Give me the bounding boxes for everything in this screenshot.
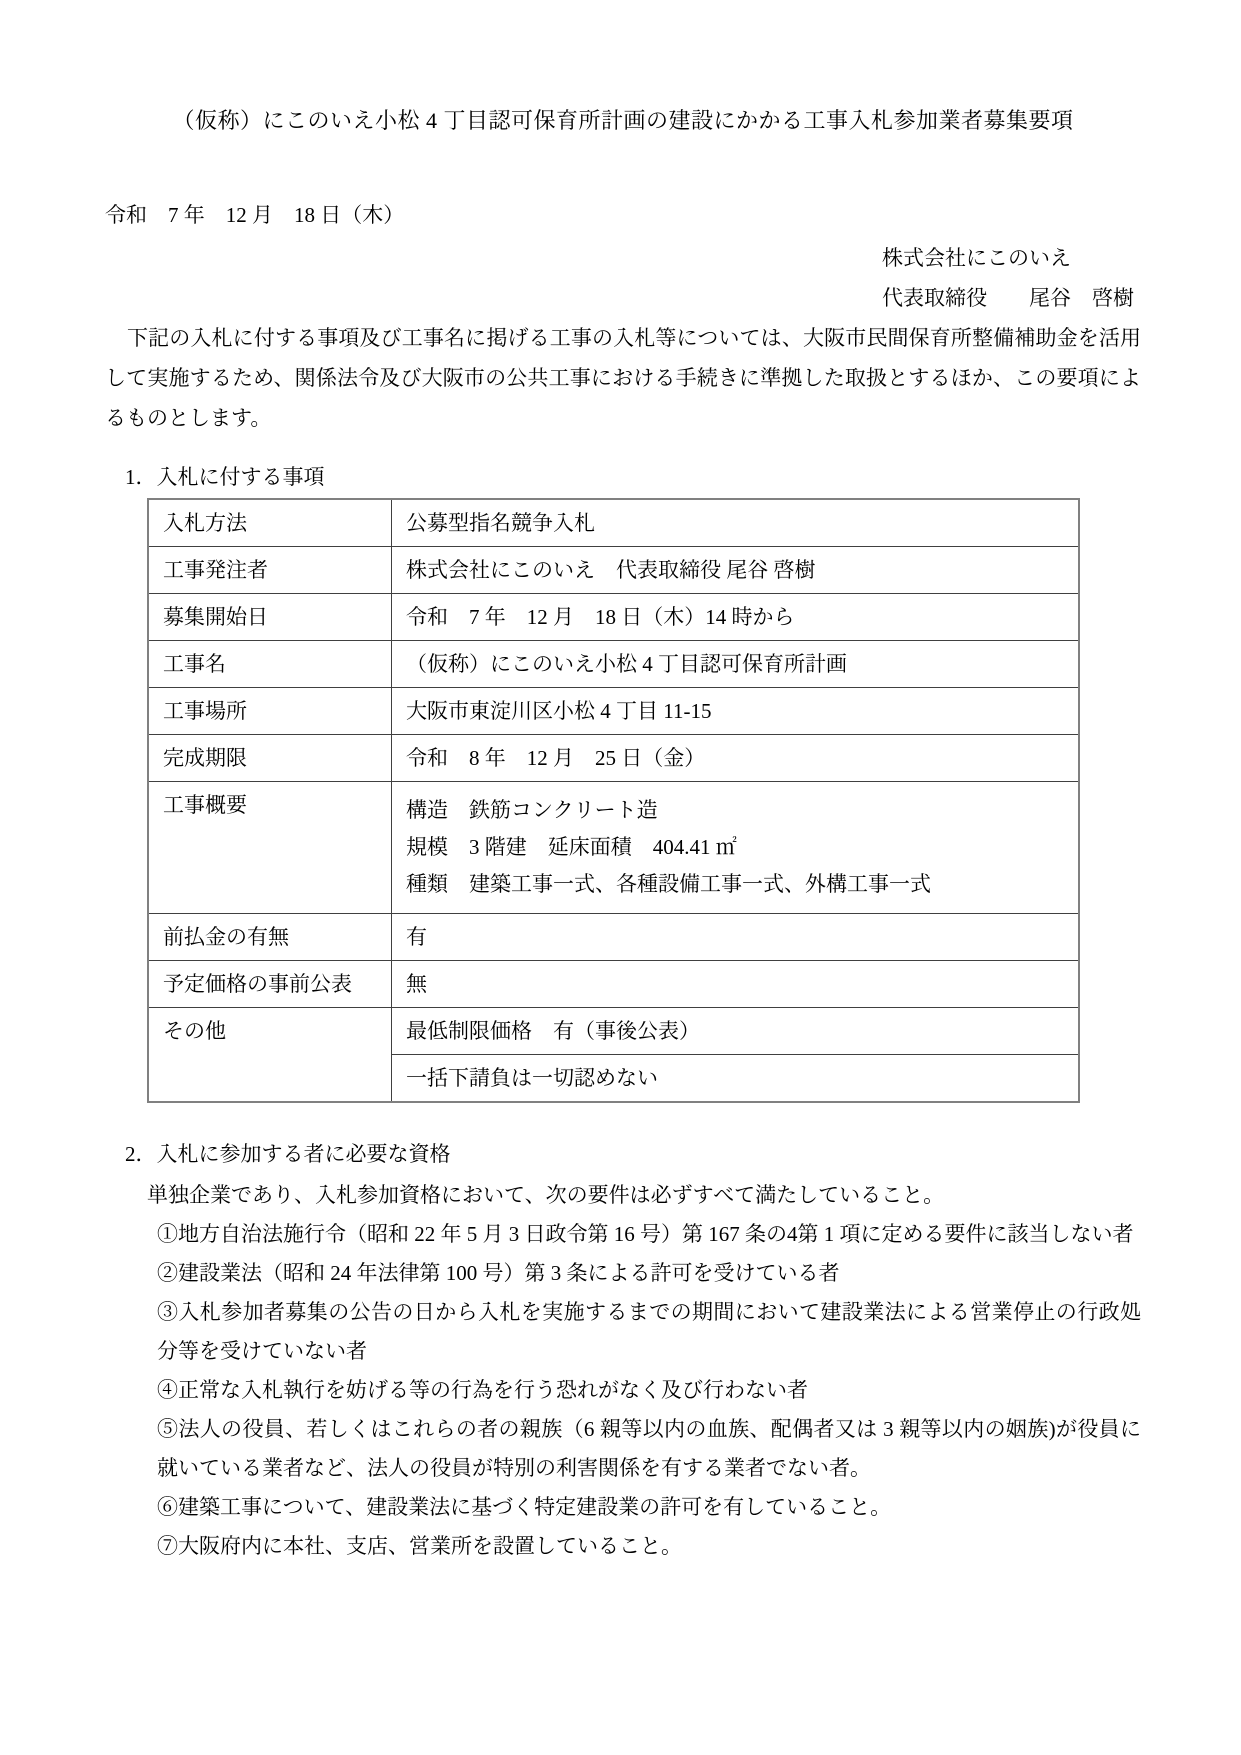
table-row (148, 594, 1079, 641)
row-value-cell: 公募型指名競争入札 (392, 499, 1080, 547)
table-row (148, 688, 1079, 735)
row-label-cell: 予定価格の事前公表 (148, 961, 392, 1008)
row-value-cell: （仮称）にこのいえ小松 4 丁目認可保育所計画 (392, 641, 1080, 688)
issuer-representative: 代表取締役 尾谷 啓樹 (882, 286, 1134, 310)
row-label-cell: 工事概要 (148, 782, 392, 914)
overview-structure: 構造 鉄筋コンクリート造 (406, 798, 658, 822)
table-row (148, 499, 1079, 547)
table-row (148, 641, 1079, 688)
row-value-cell: 有 (392, 914, 1080, 961)
issue-date: 令和 7 年 12 月 18 日（木） (105, 203, 405, 227)
row-value-cell: 大阪市東淀川区小松 4 丁目 11-15 (392, 688, 1080, 735)
bid-conditions-table (147, 498, 1080, 1103)
row-label-cell: その他 (148, 1008, 392, 1103)
row-label-cell: 入札方法 (148, 499, 392, 547)
row-value-cell: 令和 7 年 12 月 18 日（木）14 時から (392, 594, 1080, 641)
row-value-cell: 株式会社にこのいえ 代表取締役 尾谷 啓樹 (392, 547, 1080, 594)
row-value-cell: 令和 8 年 12 月 25 日（金） (392, 735, 1080, 782)
section2-lead: 単独企業であり、入札参加資格において、次の要件は必ずすべて満たしていること。 (147, 1183, 945, 1207)
row-value-cell: 一括下請負は一切認めない (392, 1055, 1080, 1103)
row-label-cell: 工事名 (148, 641, 392, 688)
row-value-cell (392, 782, 1080, 914)
overview-scale: 規模 3 階建 延床面積 404.41 ㎡ (406, 835, 737, 859)
row-label-cell: 募集開始日 (148, 594, 392, 641)
table-row (148, 961, 1079, 1008)
row-label-cell: 前払金の有無 (148, 914, 392, 961)
issuer-block (882, 238, 1141, 318)
row-label-cell: 工事発注者 (148, 547, 392, 594)
requirement-item: ⑤法人の役員、若しくはこれらの者の親族（6 親等以内の血族、配偶者又は 3 親等以内の姻族)が役員に就いている業者など、法人の役員が特別の利害関係を有する業者でない者。 (157, 1417, 1141, 1480)
table-row (148, 735, 1079, 782)
requirement-item: ⑦大阪府内に本社、支店、営業所を設置していること。 (157, 1534, 682, 1558)
requirement-item: ④正常な入札執行を妨げる等の行為を行う恐れがなく及び行わない者 (157, 1378, 808, 1402)
section2-heading: 2．入札に参加する者に必要な資格 (125, 1142, 451, 1166)
section1-heading: 1．入札に付する事項 (125, 465, 325, 489)
page-title: （仮称）にこのいえ小松 4 丁目認可保育所計画の建設にかかる工事入札参加業者募集要項 (172, 108, 1074, 133)
requirement-item: ③入札参加者募集の公告の日から入札を実施するまでの期間において建設業法による営業停止の行政処分等を受けていない者 (157, 1300, 1141, 1363)
row-value-cell: 無 (392, 961, 1080, 1008)
table-row (148, 1008, 1079, 1055)
requirements-list (157, 1215, 1141, 1566)
requirement-item: ⑥建築工事について、建設業法に基づく特定建設業の許可を有していること。 (157, 1495, 892, 1519)
row-label-cell: 工事場所 (148, 688, 392, 735)
row-label-cell: 完成期限 (148, 735, 392, 782)
table-row (148, 782, 1079, 914)
issuer-company: 株式会社にこのいえ (882, 246, 1071, 270)
requirement-item: ②建設業法（昭和 24 年法律第 100 号）第 3 条による許可を受けている者 (157, 1261, 840, 1285)
table-row (148, 547, 1079, 594)
table-row (148, 914, 1079, 961)
intro-paragraph: 下記の入札に付する事項及び工事名に掲げる工事の入札等については、大阪市民間保育所整備補助金を活用して実施するため、関係法令及び大阪市の公共工事における手続きに準拠した取扱とするほか、この要項によるものとします。 (105, 326, 1141, 430)
requirement-item: ①地方自治法施行令（昭和 22 年 5 月 3 日政令第 16 号）第 167 条の4第 1 項に定める要件に該当しない者 (157, 1222, 1134, 1246)
overview-type: 種類 建築工事一式、各種設備工事一式、外構工事一式 (406, 872, 931, 896)
row-value-cell: 最低制限価格 有（事後公表） (392, 1008, 1080, 1055)
